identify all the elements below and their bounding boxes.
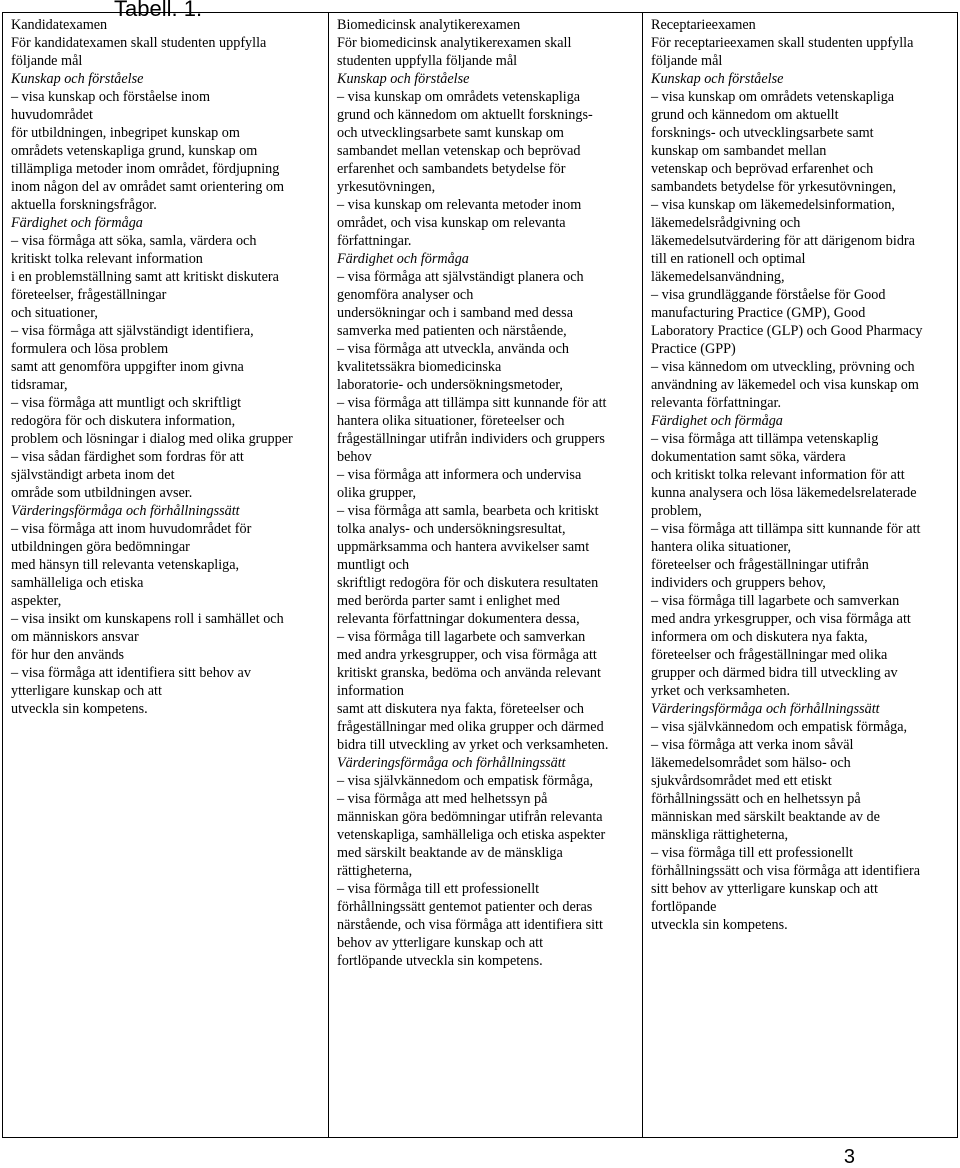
text-line: information [337, 683, 404, 699]
section-heading: Färdighet och förmåga [337, 251, 469, 267]
text-line: skriftligt redogöra för och diskutera resultaten [337, 575, 599, 591]
text-line: undersökningar och i samband med dessa [337, 305, 574, 321]
text-line: – visa självkännedom och empatisk förmåga, [651, 719, 908, 735]
text-line: – visa förmåga att identifiera sitt behov av [11, 665, 251, 681]
text-line: – visa förmåga att muntligt och skriftligt [11, 395, 242, 411]
text-line: grund och kännedom om aktuellt [651, 107, 839, 123]
section-heading: Värderingsförmåga och förhållningssätt [651, 701, 880, 717]
text-line: med hänsyn till relevanta vetenskapliga, [11, 557, 240, 573]
text-line: – visa förmåga att utveckla, använda och [337, 341, 570, 357]
text-line: författningar. [337, 233, 412, 249]
text-line: För kandidatexamen skall studenten uppfylla [11, 35, 267, 51]
text-line: erfarenhet och sambandets betydelse för [337, 161, 566, 177]
text-line: dokumentation samt söka, värdera [651, 449, 846, 465]
text-line: utveckla sin kompetens. [651, 917, 788, 933]
table-caption: Tabell. 1. [114, 0, 203, 21]
text-line: frågeställningar utifrån individers och gruppers [337, 431, 605, 447]
text-line: utveckla sin kompetens. [11, 701, 148, 717]
column-receptarieexamen [643, 13, 958, 1138]
text-line: vetenskapliga, samhälleliga och etiska aspekter [337, 827, 606, 843]
section-heading: Färdighet och förmåga [11, 215, 143, 231]
text-line: mänskliga rättigheterna, [651, 827, 789, 843]
text-line: manufacturing Practice (GMP), Good [651, 305, 866, 321]
text-line: frågeställningar med olika grupper och därmed [337, 719, 604, 735]
text-line: informera om och diskutera nya fakta, [651, 629, 868, 645]
text-line: yrkesutövningen, [337, 179, 436, 195]
text-line: aspekter, [11, 593, 62, 609]
text-line: utbildningen göra bedömningar [11, 539, 190, 555]
text-line: samt att diskutera nya fakta, företeelser och [337, 701, 584, 717]
text-line: uppmärksamma och hantera avvikelser samt [337, 539, 590, 555]
text-line: för utbildningen, inbegripet kunskap om [11, 125, 240, 141]
text-line: med andra yrkesgrupper, och visa förmåga att [337, 647, 597, 663]
text-line: kunna analysera och lösa läkemedelsrelaterade [651, 485, 917, 501]
text-line: kritiskt granska, bedöma och använda relevant [337, 665, 601, 681]
text-line: med berörda parter samt i enlighet med [337, 593, 560, 609]
text-line: – visa förmåga att informera och undervisa [337, 467, 582, 483]
column-title: Biomedicinsk analytikerexamen [337, 17, 521, 33]
text-line: grupper och därmed bidra till utveckling av [651, 665, 898, 681]
text-line: För receptarieexamen skall studenten uppfylla [651, 35, 914, 51]
text-line: och utvecklingsarbete samt kunskap om [337, 125, 564, 141]
text-line: – visa kunskap om läkemedelsinformation, [651, 197, 895, 213]
text-line: – visa grundläggande förståelse för Good [651, 287, 886, 303]
text-line: kritiskt tolka relevant information [11, 251, 203, 267]
text-line: – visa förmåga att tillämpa vetenskaplig [651, 431, 879, 447]
text-line: huvudområdet [11, 107, 93, 123]
text-line: kunskap om sambandet mellan [651, 143, 827, 159]
text-line: sambandet mellan vetenskap och beprövad [337, 143, 581, 159]
text-line: relevanta författningar. [651, 395, 781, 411]
text-line: människan med särskilt beaktande av de [651, 809, 880, 825]
section-heading: Värderingsförmåga och förhållningssätt [11, 503, 240, 519]
text-line: följande mål [651, 53, 723, 69]
text-line: genomföra analyser och [337, 287, 474, 303]
text-line: och situationer, [11, 305, 98, 321]
text-line: sjukvårdsområdet med ett etiskt [651, 773, 832, 789]
text-line: – visa förmåga att söka, samla, värdera och [11, 233, 257, 249]
text-line: kvalitetssäkra biomedicinska [337, 359, 502, 375]
text-line: företeelser och frågeställningar med olika [651, 647, 888, 663]
text-line: – visa kunskap om relevanta metoder inom [337, 197, 582, 213]
text-line: med andra yrkesgrupper, och visa förmåga att [651, 611, 911, 627]
text-line: människan göra bedömningar utifrån relevanta [337, 809, 603, 825]
text-line: användning av läkemedel och visa kunskap om [651, 377, 919, 393]
page-number: 3 [843, 1146, 855, 1168]
text-line: problem, [651, 503, 702, 519]
text-line: – visa förmåga att verka inom såväl [651, 737, 854, 753]
section-heading: Kunskap och förståelse [11, 71, 144, 87]
text-line: behov av ytterligare kunskap och att [337, 935, 544, 951]
text-line: följande mål [11, 53, 83, 69]
text-line: För biomedicinsk analytikerexamen skall [337, 35, 572, 51]
text-line: samverka med patienten och närstående, [337, 323, 567, 339]
section-heading: Värderingsförmåga och förhållningssätt [337, 755, 566, 771]
text-line: muntligt och [337, 557, 410, 573]
text-line: studenten uppfylla följande mål [337, 53, 518, 69]
text-line: Laboratory Practice (GLP) och Good Pharmacy [651, 323, 923, 339]
text-line: grund och kännedom om aktuellt forsknings- [337, 107, 593, 123]
text-line: – visa sådan färdighet som fordras för att [11, 449, 244, 465]
text-line: olika grupper, [337, 485, 417, 501]
text-line: – visa insikt om kunskapens roll i samhället och [11, 611, 284, 627]
text-line: – visa kunskap och förståelse inom [11, 89, 210, 105]
text-line: – visa kännedom om utveckling, prövning och [651, 359, 915, 375]
text-line: bidra till utveckling av yrket och verksamheten. [337, 737, 609, 753]
text-line: om människors ansvar [11, 629, 139, 645]
text-line: område som utbildningen avser. [11, 485, 193, 501]
text-line: – visa förmåga att inom huvudområdet för [11, 521, 252, 537]
text-line: problem och lösningar i dialog med olika grupper [11, 431, 293, 447]
text-line: läkemedelsutvärdering för att därigenom bidra [651, 233, 915, 249]
text-line: områdets vetenskapliga grund, kunskap om [11, 143, 258, 159]
section-heading: Kunskap och förståelse [337, 71, 470, 87]
column-title: Kandidatexamen [11, 17, 108, 33]
text-line: – visa självkännedom och empatisk förmåga, [337, 773, 594, 789]
text-line: – visa förmåga att självständigt planera och [337, 269, 584, 285]
text-line: – visa förmåga att självständigt identifiera, [11, 323, 254, 339]
text-line: Practice (GPP) [651, 341, 736, 357]
comparison-table [2, 12, 958, 1138]
section-heading: Färdighet och förmåga [651, 413, 783, 429]
text-line: självständigt arbeta inom det [11, 467, 175, 483]
text-line: förhållningssätt gentemot patienter och deras [337, 899, 593, 915]
text-line: tolka analys- och undersökningsresultat, [337, 521, 566, 537]
text-line: forsknings- och utvecklingsarbete samt [651, 125, 874, 141]
text-line: – visa förmåga att med helhetssyn på [337, 791, 548, 807]
text-line: förhållningssätt och en helhetssyn på [651, 791, 861, 807]
text-line: tidsramar, [11, 377, 68, 393]
text-line: i en problemställning samt att kritiskt diskutera [11, 269, 279, 285]
text-line: för hur den används [11, 647, 125, 663]
text-line: läkemedelsanvändning, [651, 269, 785, 285]
text-line: fortlöpande [651, 899, 717, 915]
text-line: med särskilt beaktande av de mänskliga [337, 845, 563, 861]
text-line: till en rationell och optimal [651, 251, 806, 267]
text-line: – visa förmåga till ett professionellt [337, 881, 540, 897]
column-kandidatexamen [3, 13, 329, 1138]
text-line: aktuella forskningsfrågor. [11, 197, 157, 213]
text-line: – visa förmåga att samla, bearbeta och kritiskt [337, 503, 599, 519]
text-line: och kritiskt tolka relevant information för att [651, 467, 905, 483]
text-line: – visa förmåga till lagarbete och samverkan [651, 593, 900, 609]
text-line: sitt behov av ytterligare kunskap och att [651, 881, 878, 897]
text-line: yrket och verksamheten. [651, 683, 791, 699]
text-line: sambandets betydelse för yrkesutövningen, [651, 179, 897, 195]
text-line: – visa förmåga att tillämpa sitt kunnande för att [651, 521, 921, 537]
text-line: relevanta författningar dokumentera dessa, [337, 611, 580, 627]
text-line: samhälleliga och etiska [11, 575, 144, 591]
text-line: hantera olika situationer, [651, 539, 792, 555]
text-line: formulera och lösa problem [11, 341, 169, 357]
text-line: behov [337, 449, 372, 465]
text-line: ytterligare kunskap och att [11, 683, 162, 699]
text-line: – visa förmåga till ett professionellt [651, 845, 854, 861]
text-line: området, och visa kunskap om relevanta [337, 215, 566, 231]
text-line: inom någon del av området samt orientering om [11, 179, 285, 195]
section-heading: Kunskap och förståelse [651, 71, 784, 87]
text-line: redogöra för och diskutera information, [11, 413, 236, 429]
text-line: företeelser, frågeställningar [11, 287, 167, 303]
text-line: – visa förmåga till lagarbete och samverkan [337, 629, 586, 645]
text-line: fortlöpande utveckla sin kompetens. [337, 953, 543, 969]
text-line: närstående, och visa förmåga att identifiera sitt [337, 917, 603, 933]
text-line: förhållningssätt och visa förmåga att identifiera [651, 863, 921, 879]
column-biomedicinsk-analytikerexamen [329, 13, 643, 1138]
text-line: laboratorie- och undersökningsmetoder, [337, 377, 563, 393]
text-line: vetenskap och beprövad erfarenhet och [651, 161, 874, 177]
text-line: – visa kunskap om områdets vetenskapliga [337, 89, 581, 105]
text-line: läkemedelsområdet som hälso- och [651, 755, 851, 771]
text-line: samt att genomföra uppgifter inom givna [11, 359, 244, 375]
column-title: Receptarieexamen [651, 17, 756, 33]
text-line: – visa kunskap om områdets vetenskapliga [651, 89, 895, 105]
text-line: företeelser och frågeställningar utifrån [651, 557, 869, 573]
text-line: individers och gruppers behov, [651, 575, 826, 591]
text-line: hantera olika situationer, företeelser och [337, 413, 565, 429]
text-line: – visa förmåga att tillämpa sitt kunnande för att [337, 395, 607, 411]
text-line: rättigheterna, [337, 863, 413, 879]
text-line: tillämpliga metoder inom området, fördjupning [11, 161, 280, 177]
text-line: läkemedelsrådgivning och [651, 215, 801, 231]
